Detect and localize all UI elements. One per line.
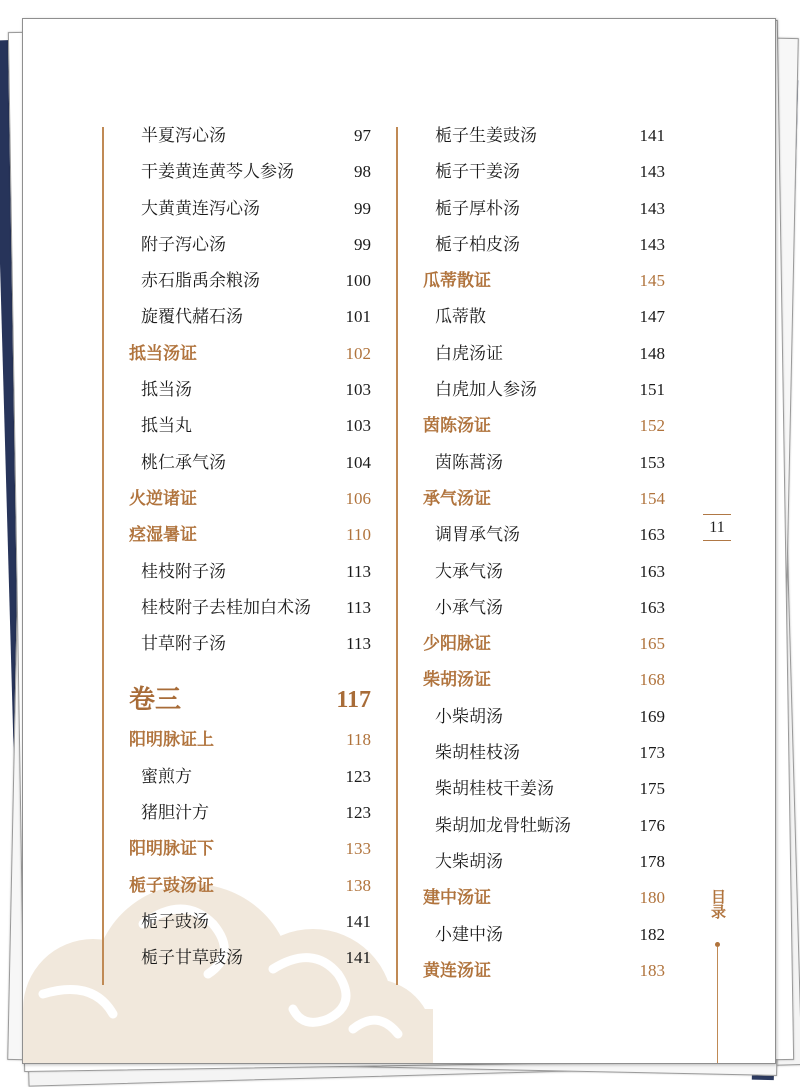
toc-entry-page: 98 [354,162,371,182]
toc-entry[interactable] [109,590,371,626]
toc-entry-page: 100 [345,271,371,291]
toc-entry[interactable] [109,118,371,154]
toc-entry-page: 110 [346,525,371,545]
toc-section-entry[interactable] [109,517,371,553]
toc-section-entry[interactable] [109,722,371,758]
toc-entry-page: 133 [345,839,371,859]
toc-entry[interactable] [109,191,371,227]
toc-entry-page: 163 [639,597,665,617]
side-rule [717,947,718,1063]
toc-entry-page: 169 [639,706,665,726]
toc-entry[interactable] [403,118,665,154]
toc-entry-title: 卷三 [129,685,182,716]
toc-entry[interactable] [109,759,371,795]
toc-entry-title: 小柴胡汤 [435,706,503,727]
toc-entry-title: 抵当丸 [141,416,192,437]
toc-left-column [109,118,371,977]
toc-entry-page: 168 [639,670,665,690]
toc-entry-title: 旋覆代赭石汤 [141,307,243,328]
left-column-rule [102,127,104,985]
toc-entry[interactable] [403,590,665,626]
toc-entry-title: 附子泻心汤 [141,234,226,255]
toc-entry-title: 柴胡桂枝汤 [435,743,520,764]
toc-entry-page: 141 [345,911,371,931]
page-number: 11 [703,514,731,541]
toc-entry-page: 113 [346,561,371,581]
toc-entry[interactable] [109,940,371,976]
toc-entry-title: 大黄黄连泻心汤 [141,198,260,219]
toc-entry-title: 瓜蒂散 [435,307,486,328]
toc-entry-page: 123 [345,803,371,823]
toc-entry[interactable] [109,299,371,335]
toc-entry-title: 柴胡汤证 [423,670,491,691]
toc-entry-page: 99 [354,198,371,218]
toc-entry-title: 栀子生姜豉汤 [435,126,537,146]
toc-entry-page: 143 [639,162,665,182]
toc-entry-title: 建中汤证 [423,888,491,909]
toc-entry-title: 栀子甘草豉汤 [141,948,243,969]
toc-entry-page: 178 [639,851,665,871]
toc-entry-page: 97 [354,126,371,145]
toc-entry-title: 白虎汤证 [435,343,503,364]
toc-entry-page: 141 [345,948,371,968]
toc-entry-title: 大柴胡汤 [435,851,503,872]
toc-entry-title: 痉湿暑证 [129,525,197,546]
toc-page [22,18,776,1064]
toc-section-entry[interactable] [109,868,371,904]
toc-entry-page: 145 [639,271,665,291]
toc-entry[interactable] [403,735,665,771]
toc-section-entry[interactable] [403,481,665,517]
toc-entry-title: 茵陈汤证 [423,416,491,437]
toc-entry-title: 桂枝附子去桂加白术汤 [141,597,311,618]
toc-entry-page: 101 [345,307,371,327]
toc-entry[interactable] [109,795,371,831]
toc-entry-title: 抵当汤 [141,380,192,401]
toc-entry-title: 火逆诸证 [129,488,197,509]
toc-entry[interactable] [109,554,371,590]
toc-entry-title: 桃仁承气汤 [141,452,226,473]
toc-entry-title: 阳明脉证上 [129,730,214,751]
toc-entry-title: 瓜蒂散证 [423,271,491,292]
toc-section-entry[interactable] [403,408,665,444]
toc-entry-title: 半夏泻心汤 [141,126,226,146]
toc-entry-title: 柴胡加龙骨牡蛎汤 [435,815,571,836]
toc-entry-page: 113 [346,597,371,617]
toc-entry-title: 小承气汤 [435,597,503,618]
toc-entry-title: 少阳脉证 [423,634,491,655]
toc-entry[interactable] [403,336,665,372]
toc-entry-title: 承气汤证 [423,488,491,509]
toc-entry[interactable] [109,904,371,940]
toc-entry-page: 123 [345,766,371,786]
toc-entry[interactable] [403,844,665,880]
toc-section-entry[interactable] [403,953,665,989]
toc-entry[interactable] [403,808,665,844]
toc-entry-page: 117 [336,687,371,714]
toc-entry-page: 141 [639,126,665,145]
toc-entry-page: 151 [639,380,665,400]
toc-entry[interactable] [109,263,371,299]
toc-entry-page: 176 [639,815,665,835]
toc-entry[interactable] [109,227,371,263]
toc-entry-page: 180 [639,888,665,908]
toc-entry-page: 147 [639,307,665,327]
toc-entry-page: 163 [639,561,665,581]
toc-right-column [403,118,665,989]
toc-entry-page: 104 [345,452,371,472]
toc-entry[interactable] [403,917,665,953]
toc-entry-page: 103 [345,380,371,400]
toc-entry-title: 阳明脉证下 [129,839,214,860]
toc-entry-page: 138 [345,875,371,895]
toc-entry-page: 118 [346,730,371,750]
toc-entry[interactable] [403,699,665,735]
toc-entry-title: 蜜煎方 [141,766,192,787]
toc-entry-title: 柴胡桂枝干姜汤 [435,779,554,800]
toc-entry[interactable] [403,191,665,227]
toc-entry-title: 栀子豉汤证 [129,875,214,896]
toc-entry-page: 113 [346,634,371,654]
toc-entry-page: 183 [639,960,665,980]
toc-entry-page: 106 [345,488,371,508]
toc-entry[interactable] [403,517,665,553]
toc-entry-page: 173 [639,743,665,763]
toc-entry-page: 165 [639,634,665,654]
toc-entry-title: 大承气汤 [435,561,503,582]
toc-entry-title: 黄连汤证 [423,960,491,981]
toc-entry-page: 154 [639,488,665,508]
toc-entry[interactable] [403,445,665,481]
toc-entry-page: 175 [639,779,665,799]
toc-entry[interactable] [403,372,665,408]
toc-entry-page: 143 [639,234,665,254]
right-column-rule [396,127,398,985]
toc-entry-title: 调胃承气汤 [435,525,520,546]
toc-section-entry[interactable] [403,880,665,916]
toc-entry-title: 栀子豉汤 [141,911,209,932]
toc-entry[interactable] [403,299,665,335]
toc-section-entry[interactable] [403,662,665,698]
toc-entry-title: 栀子柏皮汤 [435,234,520,255]
toc-entry-title: 干姜黄连黄芩人参汤 [141,162,294,183]
toc-entry-page: 99 [354,234,371,254]
toc-entry[interactable] [403,554,665,590]
toc-entry-title: 小建中汤 [435,924,503,945]
toc-entry-page: 143 [639,198,665,218]
toc-entry[interactable] [403,771,665,807]
toc-entry-page: 103 [345,416,371,436]
toc-section-entry[interactable] [403,263,665,299]
toc-entry-page: 163 [639,525,665,545]
toc-side-label: 目录 [709,889,727,919]
toc-entry-page: 148 [639,343,665,363]
toc-entry-title: 抵当汤证 [129,343,197,364]
toc-volume-heading[interactable] [109,674,371,722]
toc-entry[interactable] [109,626,371,662]
toc-entry-page: 102 [345,343,371,363]
toc-entry-title: 栀子干姜汤 [435,162,520,183]
toc-entry[interactable] [109,408,371,444]
toc-entry-title: 桂枝附子汤 [141,561,226,582]
toc-entry-title: 白虎加人参汤 [435,380,537,401]
toc-entry-page: 152 [639,416,665,436]
toc-entry[interactable] [109,445,371,481]
toc-entry-page: 153 [639,452,665,472]
toc-section-entry[interactable] [109,481,371,517]
toc-entry[interactable] [403,154,665,190]
toc-section-entry[interactable] [109,336,371,372]
toc-section-entry[interactable] [403,626,665,662]
toc-entry-title: 栀子厚朴汤 [435,198,520,219]
toc-entry-title: 猪胆汁方 [141,803,209,824]
toc-entry-page: 182 [639,924,665,944]
toc-entry[interactable] [109,372,371,408]
toc-entry-title: 赤石脂禹余粮汤 [141,271,260,292]
toc-entry-title: 甘草附子汤 [141,634,226,655]
toc-entry[interactable] [403,227,665,263]
toc-entry-title: 茵陈蒿汤 [435,452,503,473]
toc-section-entry[interactable] [109,831,371,867]
toc-entry[interactable] [109,154,371,190]
